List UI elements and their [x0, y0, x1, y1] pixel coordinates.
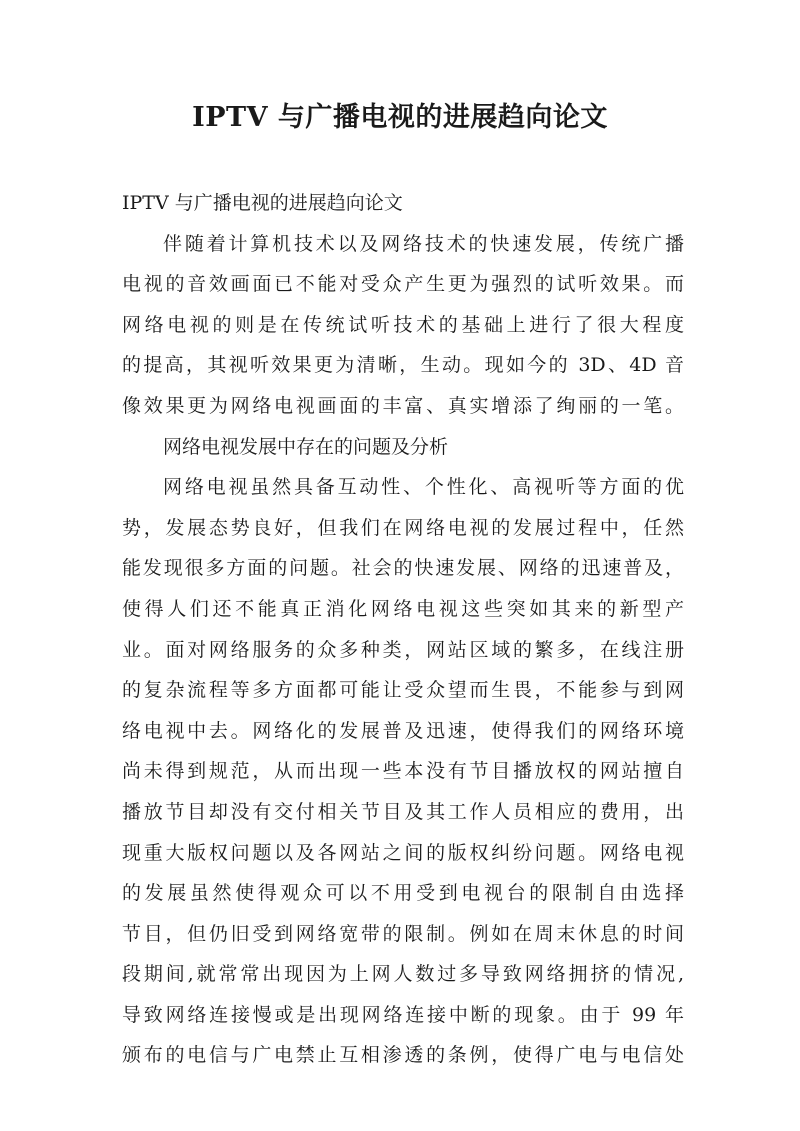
- text-line: 颁布的电信与广电禁止互相渗透的条例，使得广电与电信处: [122, 1044, 684, 1067]
- text-line: 络电视中去。网络化的发展普及迅速，使得我们的网络环境: [122, 719, 684, 742]
- text-line: 使得人们还不能真正消化网络电视这些突如其来的新型产: [122, 597, 684, 620]
- text-line: 段期间,就常常出现因为上网人数过多导致网络拥挤的情况,: [122, 963, 684, 986]
- text-line: 节目，但仍旧受到网络宽带的限制。例如在周末休息的时间: [122, 922, 684, 945]
- text-line: 播放节目却没有交付相关节目及其工作人员相应的费用，出: [122, 800, 684, 823]
- text-line: IPTV 与广播电视的进展趋向论文: [122, 192, 403, 214]
- text-line: 现重大版权问题以及各网站之间的版权纠纷问题。网络电视: [122, 841, 684, 864]
- text-line: 的提高，其视听效果更为清晰，生动。现如今的 3D、4D 音: [122, 354, 684, 377]
- text-line: 尚未得到规范，从而出现一些本没有节目播放权的网站擅自: [122, 760, 684, 783]
- document-title: IPTV 与广播电视的进展趋向论文: [192, 102, 608, 133]
- text-line: 网络电视发展中存在的问题及分析: [163, 435, 449, 458]
- text-line: 像效果更为网络电视画面的丰富、真实增添了绚丽的一笔。: [122, 394, 684, 417]
- text-line: 电视的音效画面已不能对受众产生更为强烈的试听效果。而: [122, 273, 684, 296]
- text-line: 能发现很多方面的问题。社会的快速发展、网络的迅速普及，: [122, 557, 684, 580]
- text-line: 的复杂流程等多方面都可能让受众望而生畏，不能参与到网: [122, 679, 684, 702]
- text-line: 的发展虽然使得观众可以不用受到电视台的限制自由选择: [122, 882, 684, 905]
- document-body: [122, 183, 684, 1076]
- text-line: 伴随着计算机技术以及网络技术的快速发展，传统广播: [163, 232, 684, 255]
- text-line: 网络电视虽然具备互动性、个性化、高视听等方面的优: [163, 476, 684, 499]
- text-line: 导致网络连接慢或是出现网络连接中断的现象。由于 99 年: [122, 1003, 684, 1026]
- text-line: 业。面对网络服务的众多种类，网站区域的繁多，在线注册: [122, 638, 684, 661]
- text-line: 势，发展态势良好，但我们在网络电视的发展过程中，任然: [122, 516, 684, 539]
- text-line: 网络电视的则是在传统试听技术的基础上进行了很大程度: [122, 313, 684, 336]
